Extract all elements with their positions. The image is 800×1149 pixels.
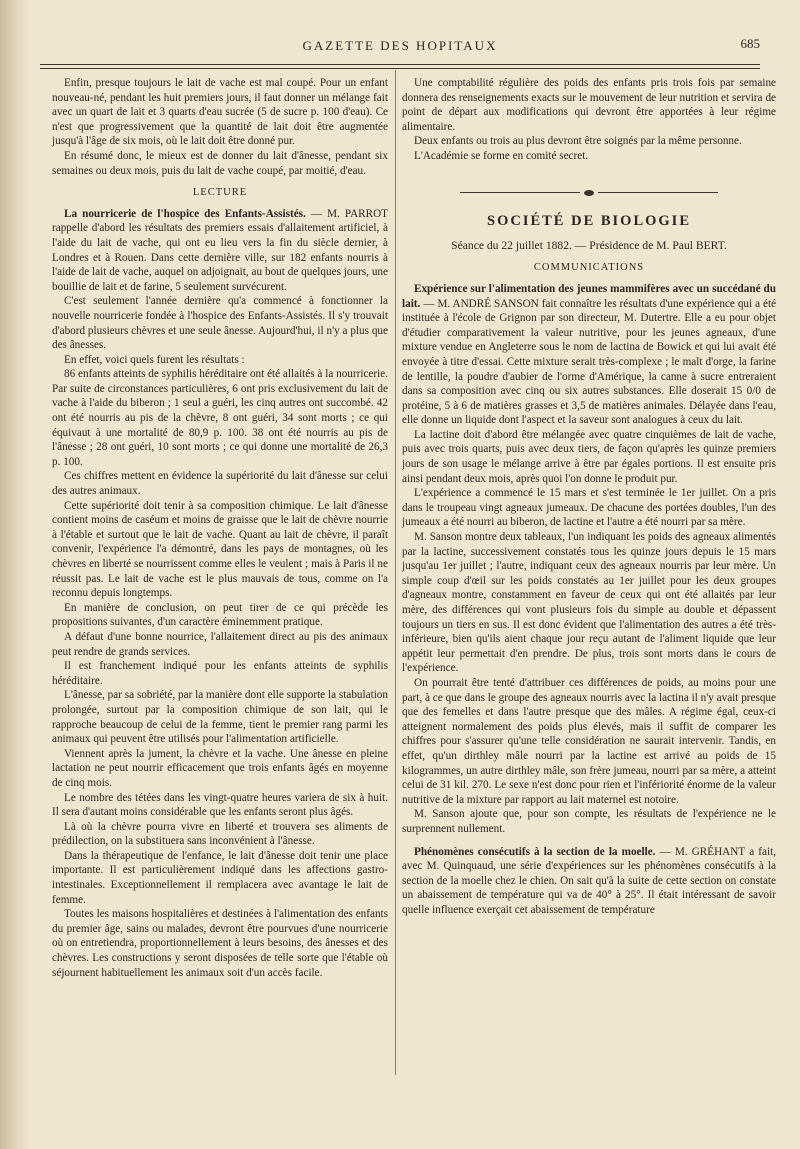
page-number: 685 bbox=[740, 36, 760, 51]
header-rule bbox=[40, 64, 760, 69]
paragraph: M. Sanson ajoute que, pour son compte, les résultats de l'expérience ne le surprennent nullement. bbox=[402, 808, 776, 835]
paragraph: Cette supériorité doit tenir à sa composition chimique. Le lait d'ânesse contient moins de caséum et moins de graisse que le lait de chèvre nourrie à l'étable et surtout que le lait de vache. Quant au lait de chèvre, il paraît convenir, l'expérience l'a démontré, dans les pays de montagnes, où les chèvres en liberté se nourrissent comme elles le veulent ; mais à Paris il ne réussit pas. Le lait de vache est le plus mauvais de tous, comme on l'a reconnu depuis longtemps. bbox=[52, 499, 388, 600]
session-line: Séance du 22 juillet 1882. — Présidence de M. Paul BERT. bbox=[451, 238, 727, 252]
author-name: M. ANDRÉ SANSON bbox=[437, 297, 539, 310]
article-title: Expérience sur l'alimentation des jeunes mammifères avec un succédané du lait. bbox=[402, 282, 776, 310]
paragraph: Il est franchement indiqué pour les enfants atteints de syphilis héréditaire. bbox=[52, 660, 388, 687]
paragraph: L'Académie se forme en comité secret. bbox=[414, 149, 589, 162]
paragraph: M. Sanson montre deux tableaux, l'un indiquant les poids des agneaux alimentés par la lactine, successivement constatés tous les quinze jours depuis le 15 mars jusqu'au 1er juillet ; l'autre, indiquant ceux des agneaux nourris par leur mère. Un simple coup d'œil sur les poids constatés au 1er juillet pour les deux groupes d'agneaux montre, constamment en faveur de ceux qui ont été allaités par leur mère, des différences qui vont plusieurs fois du simple au double et dépassent toujours un tiers en sus. Il est donc évident que l'alimentation des autres a été très-inférieure, bien qu'ils aient chaque jour reçu autant de l'aliment liquide que leur appétit leur permettait d'en prendre. De plus, trois sont morts dans le cours de l'expérience. bbox=[402, 531, 776, 675]
right-column bbox=[402, 76, 776, 917]
paragraph: 86 enfants atteints de syphilis héréditaire ont été allaités à la nourricerie. Par suite de circonstances particulières, 6 ont pris exclusivement du lait de vache à l'aide du biberon ; 1 seul a guéri, les cinq autres ont succombé. 42 ont été nourris au pis de la chèvre, 8 ont guéri, 34 sont morts ; ce qui équivaut à une mortalité de 80,9 p. 100. 38 ont été nourris au pis de l'ânesse ; 28 ont guéri, 10 sont morts ; ce qui donne une mortalité de 26,3 p. 100. bbox=[52, 368, 388, 468]
paragraph: Ces chiffres mettent en évidence la supériorité du lait d'ânesse sur celui des autres animaux. bbox=[52, 470, 388, 498]
ornamental-divider bbox=[402, 186, 776, 201]
paragraph: L'expérience a commencé le 15 mars et s'est terminée le 1er juillet. On a pris dans le troupeau vingt agneaux jumeaux. De chacune des portées doubles, l'un des jumeaux a été nourri au biberon, de lactine et l'autre a été nourri par sa mère. bbox=[402, 487, 776, 529]
paragraph: Là où la chèvre pourra vivre en liberté et trouvera ses aliments de prédilection, on la substituera sans inconvénient à l'ânesse. bbox=[52, 820, 388, 848]
article-paragraph: Phénomènes consécutifs à la section de la moelle. — M. GRÉHANT a fait, avec M. Quinquaud, une série d'expériences sur les phénomènes consécutifs à la section de la moelle chez le chien. On sait qu'à la suite de cette section on constate un abaissement de température qui va de 40° à 25°. Il était intéressant de savoir quelle influence exerçait cet abaissement de température bbox=[402, 845, 777, 916]
paragraph: Une comptabilité régulière des poids des enfants pris trois fois par semaine donnera des renseignements exacts sur le mouvement de leur nutrition et servira de point de départ aux modifications qui devront être apportées à leur régime alimentaire. bbox=[402, 77, 776, 133]
paragraph: Toutes les maisons hospitalières et destinées à l'alimentation des enfants du premier âge, sains ou malades, devront être pourvues d'une nourricerie où on entretiendra, proportionnellement à leurs besoins, des ânesses et des chèvres. Les constructions y seront disposées de telle sorte que l'étable où séjournent habituellement les animaux soit d'un accès facile. bbox=[52, 908, 388, 979]
paragraph-text: fait connaître les résultats d'une expérience qui a été instituée à l'école de Grignon par son directeur, M. Dutertre. Elle a eu pour objet d'étudier comparativement la valeur nutritive, pour les jeunes agneaux, d'une mixture vendue en Angleterre sous le nom de lactina de Bowick et qui lui avait été envoyée à titre d'essai. Cette mixture serait très-complexe ; le malt d'orge, la farine de lentille, la poudre d'aubier de l'orme d'Amérique, la canne à sucre entreraient dans sa composition avec cinq ou six autres substances. Elle doserait 15 0/0 de protéine, 5 à 6 de matières grasses et 3,5 de matières animales. Délayée dans l'eau, elle donne un liquide dont l'aspect et la saveur sont analogues à ceux du lait. bbox=[402, 297, 777, 427]
author-name: M. PARROT bbox=[327, 207, 389, 220]
paragraph: A défaut d'une bonne nourrice, l'allaitement direct au pis des animaux peut rendre de grands services. bbox=[52, 630, 388, 658]
page-binding-edge bbox=[0, 0, 30, 1149]
paragraph: Enfin, presque toujours le lait de vache est mal coupé. Pour un enfant nouveau-né, pendant les huit premiers jours, il faut donner un mélange fait avec un quart de lait et 3 quarts d'eau sucrée (5 de sucre p. 100 d'eau). Ce n'est que progressivement que la quantité de lait doit être augmentée jusqu'à l'âge de six mois, où le lait doit être donné pur. bbox=[52, 77, 388, 148]
paragraph: Deux enfants ou trois au plus devront être soignés par la même personne. bbox=[414, 135, 742, 148]
paragraph: Dans la thérapeutique de l'enfance, le lait d'ânesse doit tenir une place importante. Il est particulièrement indiqué dans les affections gastro-intestinales. Exceptionnellement il remplacera avec avantage le lait de femme. bbox=[52, 849, 388, 906]
section-heading-communications: COMMUNICATIONS bbox=[533, 262, 645, 274]
paragraph: Viennent après la jument, la chèvre et la vache. Une ânesse en pleine lactation ne peut nourrir efficacement que trois enfants âgés en moyenne de cinq mois. bbox=[52, 747, 388, 789]
paragraph: C'est seulement l'année dernière qu'a commencé à fonctionner la nouvelle nourricerie fondée à l'hospice des Enfants-Assistés. Il s'y trouvait d'abord plusieurs chèvres et une seule ânesse. Aujourd'hui, il n'y a plus que des ânesses. bbox=[52, 295, 388, 352]
page-header bbox=[40, 38, 760, 58]
paragraph-text: a fait, avec M. Quinquaud, une série d'expériences sur les phénomènes consécutifs à la section de la moelle chez le chien. On sait qu'à la suite de cette section on constate un abaissement de température qui va de 40° à 25°. Il était intéressant de savoir quelle influence exerçait cet abaissement de température bbox=[402, 845, 777, 916]
society-heading: SOCIÉTÉ DE BIOLOGIE bbox=[487, 213, 691, 230]
column-divider bbox=[395, 70, 396, 1075]
section-heading-lecture: LECTURE bbox=[192, 187, 248, 199]
paragraph: En manière de conclusion, on peut tirer de ce qui précède les propositions suivantes, d'un caractère éminemment pratique. bbox=[52, 601, 388, 629]
author-name: M. GRÉHANT bbox=[674, 845, 746, 858]
paragraph: L'ânesse, par sa sobriété, par la manière dont elle supporte la stabulation prolongée, surtout par la composition chimique de son lait, qui le rapproche beaucoup de celui de la femme, tient le premier rang parmi les animaux qui peuvent être utilisés pour l'alimentation artificielle. bbox=[52, 689, 388, 746]
journal-title: GAZETTE DES HOPITAUX bbox=[302, 38, 498, 53]
paragraph: Le nombre des tétées dans les vingt-quatre heures variera de six à huit. Il sera d'autant moins considérable que les enfants seront plus âgés. bbox=[52, 791, 388, 819]
article-paragraph: Expérience sur l'alimentation des jeunes mammifères avec un succédané du lait. — M. ANDRÉ SANSON fait connaître les résultats d'une expérience qui a été instituée à l'école de Grignon par son directeur, M. Dutertre. Elle a eu pour objet d'étudier comparativement la valeur nutritive, pour les jeunes agneaux, d'une mixture vendue en Angleterre sous le nom de lactina de Bowick et qui lui avait été envoyée à titre d'essai. Cette mixture serait très-complexe ; le malt d'orge, la farine de lentille, la poudre d'aubier de l'orme d'Amérique, la canne à sucre entreraient dans sa composition avec cinq ou six autres substances. Elle doserait 15 0/0 de protéine, 5 à 6 de matières grasses et 3,5 de matières animales. Délayée dans l'eau, elle donne un liquide dont l'aspect et la saveur sont analogues à ceux du lait. bbox=[402, 282, 777, 427]
article-title: La nourricerie de l'hospice des Enfants-Assistés. bbox=[64, 207, 306, 220]
paragraph: La lactine doit d'abord être mélangée avec quatre cinquièmes de lait de vache, puis avec trois quarts, puis avec deux tiers, de façon qu'après les quinze premiers jours de son usage le mélange arrive à être par égales portions. Il est ensuite pris ainsi pendant deux mois, après quoi l'on donne le produit pur. bbox=[402, 428, 776, 485]
paragraph: En résumé donc, le mieux est de donner du lait d'ânesse, pendant six semaines ou deux mois, puis du lait de vache coupé, par moitié, d'eau. bbox=[52, 149, 388, 177]
paragraph: En effet, voici quels furent les résultats : bbox=[64, 353, 245, 366]
article-paragraph: La nourricerie de l'hospice des Enfants-Assistés. — M. PARROT rappelle d'abord les résultats des premiers essais d'allaitement artificiel, à l'aide du lait de vache, qui ont eu lieu vers la fin du siècle dernier, à Londres et à Rouen. Dans cette dernière ville, sur 182 enfants nourris à l'aide de lait de vache, auquel on adjoignait, au bout de quelques jours, une bouillie de lait et de farine, 5 seulement survécurent. bbox=[52, 207, 389, 293]
paragraph: On pourrait être tenté d'attribuer ces différences de poids, au moins pour une part, à ce que dans le groupe des agneaux nourris avec la lactina il n'y avait presque que des femelles et dans l'autre presque que des mâles. A régime égal, ceux-ci atteignent normalement des poids plus élevés, mais il suffit de comparer les chiffres pour s'assurer qu'une telle considération ne saurait intervenir. Tandis, en effet, qu'un dirthley mâle nourri par la lactine est arrivé au poids de 15 kilogrammes, un autre dirthley mâle, son frère jumeau, nourri par sa mère, a atteint celui de 31 kil. 270. Le sexe n'est donc pour rien et l'infériorité énorme de la valeur nutritive de la mixture par rapport au lait maternel est notoire. bbox=[402, 676, 776, 806]
paragraph-text: rappelle d'abord les résultats des premiers essais d'allaitement artificiel, à l'aide du lait de vache, qui ont eu lieu vers la fin du siècle dernier, à Londres et à Rouen. Dans cette dernière ville, sur 182 enfants nourris à l'aide de lait de vache, auquel on adjoignait, au bout de quelques jours, une bouillie de lait et de farine, 5 seulement survécurent. bbox=[52, 222, 388, 293]
left-column bbox=[52, 76, 388, 980]
article-title: Phénomènes consécutifs à la section de la moelle. bbox=[414, 845, 656, 858]
